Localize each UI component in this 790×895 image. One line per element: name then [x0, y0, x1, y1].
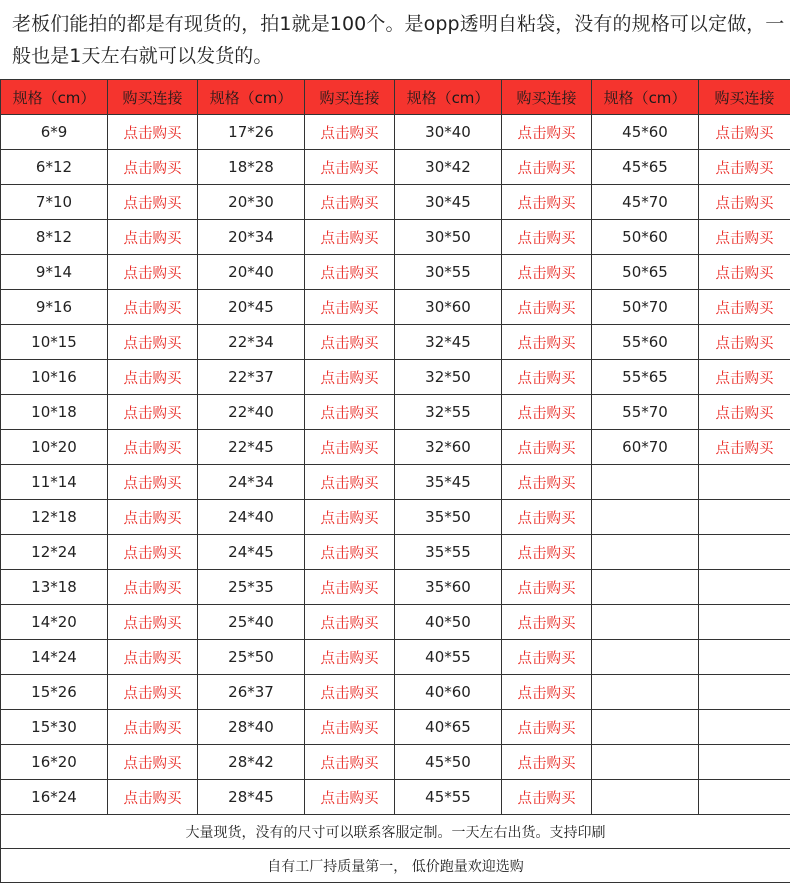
size-cell: 10*15	[1, 325, 108, 360]
buy-link[interactable]: 点击购买	[699, 185, 790, 220]
size-cell: 9*14	[1, 255, 108, 290]
buy-link[interactable]: 点击购买	[502, 605, 592, 640]
buy-link[interactable]: 点击购买	[305, 290, 395, 325]
buy-link[interactable]: 点击购买	[502, 325, 592, 360]
size-cell: 30*40	[395, 115, 502, 150]
footer-note-factory: 自有工厂持质量第一， 低价跑量欢迎选购	[1, 849, 790, 883]
buy-link[interactable]: 点击购买	[305, 255, 395, 290]
buy-link[interactable]: 点击购买	[108, 325, 198, 360]
table-row	[1, 430, 790, 465]
buy-link[interactable]: 点击购买	[502, 395, 592, 430]
table-row	[1, 780, 790, 815]
buy-link[interactable]: 点击购买	[699, 150, 790, 185]
size-cell: 12*24	[1, 535, 108, 570]
empty-cell	[699, 535, 790, 570]
empty-cell	[699, 710, 790, 745]
buy-link[interactable]: 点击购买	[502, 535, 592, 570]
buy-link[interactable]: 点击购买	[502, 675, 592, 710]
size-table	[0, 79, 790, 883]
size-cell: 25*35	[198, 570, 305, 605]
buy-link[interactable]: 点击购买	[699, 220, 790, 255]
size-cell: 30*55	[395, 255, 502, 290]
buy-link[interactable]: 点击购买	[108, 395, 198, 430]
size-cell: 50*65	[592, 255, 699, 290]
size-cell: 60*70	[592, 430, 699, 465]
buy-link[interactable]: 点击购买	[305, 115, 395, 150]
size-cell: 14*24	[1, 640, 108, 675]
buy-link[interactable]: 点击购买	[699, 290, 790, 325]
size-cell: 50*70	[592, 290, 699, 325]
size-cell: 28*42	[198, 745, 305, 780]
size-cell: 24*40	[198, 500, 305, 535]
buy-link[interactable]: 点击购买	[305, 710, 395, 745]
size-cell: 7*10	[1, 185, 108, 220]
empty-cell	[699, 640, 790, 675]
buy-link[interactable]: 点击购买	[699, 255, 790, 290]
size-cell: 35*60	[395, 570, 502, 605]
buy-link[interactable]: 点击购买	[305, 780, 395, 815]
size-cell: 24*45	[198, 535, 305, 570]
buy-link[interactable]: 点击购买	[108, 220, 198, 255]
size-cell: 20*34	[198, 220, 305, 255]
buy-link[interactable]: 点击购买	[108, 570, 198, 605]
size-cell: 32*45	[395, 325, 502, 360]
size-cell: 32*60	[395, 430, 502, 465]
empty-cell	[592, 605, 699, 640]
buy-link[interactable]: 点击购买	[305, 500, 395, 535]
buy-link[interactable]: 点击购买	[502, 710, 592, 745]
buy-link[interactable]: 点击购买	[502, 150, 592, 185]
size-cell: 40*65	[395, 710, 502, 745]
empty-cell	[699, 465, 790, 500]
table-row	[1, 605, 790, 640]
size-cell: 15*26	[1, 675, 108, 710]
table-row	[1, 535, 790, 570]
size-cell: 16*20	[1, 745, 108, 780]
buy-link[interactable]: 点击购买	[305, 465, 395, 500]
buy-link[interactable]: 点击购买	[108, 185, 198, 220]
empty-cell	[699, 500, 790, 535]
size-cell: 22*45	[198, 430, 305, 465]
size-cell: 22*34	[198, 325, 305, 360]
empty-cell	[592, 710, 699, 745]
empty-cell	[699, 780, 790, 815]
size-cell: 25*40	[198, 605, 305, 640]
size-cell: 11*14	[1, 465, 108, 500]
buy-link[interactable]: 点击购买	[305, 570, 395, 605]
size-cell: 20*40	[198, 255, 305, 290]
buy-link[interactable]: 点击购买	[108, 255, 198, 290]
empty-cell	[592, 640, 699, 675]
buy-link[interactable]: 点击购买	[305, 605, 395, 640]
size-cell: 35*45	[395, 465, 502, 500]
buy-link[interactable]: 点击购买	[305, 640, 395, 675]
buy-link[interactable]: 点击购买	[108, 150, 198, 185]
buy-link[interactable]: 点击购买	[502, 360, 592, 395]
buy-link[interactable]: 点击购买	[108, 360, 198, 395]
size-cell: 10*20	[1, 430, 108, 465]
empty-cell	[699, 675, 790, 710]
buy-link[interactable]: 点击购买	[108, 465, 198, 500]
size-cell: 40*55	[395, 640, 502, 675]
buy-link[interactable]: 点击购买	[108, 115, 198, 150]
size-cell: 30*60	[395, 290, 502, 325]
empty-cell	[592, 570, 699, 605]
buy-link[interactable]: 点击购买	[305, 220, 395, 255]
table-row	[1, 220, 790, 255]
footer-row	[1, 815, 790, 849]
buy-link[interactable]: 点击购买	[305, 535, 395, 570]
buy-link[interactable]: 点击购买	[502, 185, 592, 220]
buy-link[interactable]: 点击购买	[502, 500, 592, 535]
size-cell: 18*28	[198, 150, 305, 185]
buy-link[interactable]: 点击购买	[305, 395, 395, 430]
size-cell: 40*60	[395, 675, 502, 710]
table-row	[1, 115, 790, 150]
intro-text: 老板们能拍的都是有现货的，拍1就是100个。是opp透明自粘袋，没有的规格可以定做，一般也是1天左右就可以发货的。	[12, 13, 785, 67]
table-row	[1, 325, 790, 360]
size-cell: 25*50	[198, 640, 305, 675]
table-row	[1, 710, 790, 745]
header-size: 规格（cm）	[1, 80, 108, 115]
buy-link[interactable]: 点击购买	[699, 115, 790, 150]
empty-cell	[592, 780, 699, 815]
buy-link[interactable]: 点击购买	[699, 360, 790, 395]
buy-link[interactable]: 点击购买	[699, 395, 790, 430]
buy-link[interactable]: 点击购买	[502, 430, 592, 465]
table-row	[1, 570, 790, 605]
size-cell: 22*40	[198, 395, 305, 430]
size-cell: 14*20	[1, 605, 108, 640]
table-row	[1, 465, 790, 500]
table-row	[1, 185, 790, 220]
size-cell: 45*65	[592, 150, 699, 185]
footer-row	[1, 849, 790, 883]
empty-cell	[592, 465, 699, 500]
size-cell: 10*16	[1, 360, 108, 395]
table-row	[1, 675, 790, 710]
table-row	[1, 255, 790, 290]
buy-link[interactable]: 点击购买	[502, 640, 592, 675]
size-cell: 13*18	[1, 570, 108, 605]
table-row	[1, 745, 790, 780]
size-cell: 16*24	[1, 780, 108, 815]
size-cell: 55*60	[592, 325, 699, 360]
header-size: 规格（cm）	[395, 80, 502, 115]
header-size: 规格（cm）	[592, 80, 699, 115]
empty-cell	[592, 500, 699, 535]
table-row	[1, 360, 790, 395]
buy-link[interactable]: 点击购买	[108, 675, 198, 710]
size-cell: 6*9	[1, 115, 108, 150]
buy-link[interactable]: 点击购买	[305, 360, 395, 395]
buy-link[interactable]: 点击购买	[502, 570, 592, 605]
buy-link[interactable]: 点击购买	[108, 290, 198, 325]
buy-link[interactable]: 点击购买	[305, 745, 395, 780]
size-cell: 45*70	[592, 185, 699, 220]
buy-link[interactable]: 点击购买	[502, 255, 592, 290]
size-cell: 24*34	[198, 465, 305, 500]
size-cell: 10*18	[1, 395, 108, 430]
buy-link[interactable]: 点击购买	[108, 500, 198, 535]
size-cell: 30*42	[395, 150, 502, 185]
size-cell: 35*55	[395, 535, 502, 570]
size-cell: 55*70	[592, 395, 699, 430]
size-cell: 32*50	[395, 360, 502, 395]
buy-link[interactable]: 点击购买	[502, 745, 592, 780]
table-row	[1, 640, 790, 675]
empty-cell	[699, 570, 790, 605]
buy-link[interactable]: 点击购买	[108, 745, 198, 780]
size-cell: 9*16	[1, 290, 108, 325]
table-row	[1, 500, 790, 535]
size-cell: 22*37	[198, 360, 305, 395]
buy-link[interactable]: 点击购买	[305, 325, 395, 360]
size-cell: 6*12	[1, 150, 108, 185]
size-cell: 12*18	[1, 500, 108, 535]
size-cell: 15*30	[1, 710, 108, 745]
buy-link[interactable]: 点击购买	[108, 640, 198, 675]
size-cell: 55*65	[592, 360, 699, 395]
size-cell: 28*40	[198, 710, 305, 745]
buy-link[interactable]: 点击购买	[305, 150, 395, 185]
header-size: 规格（cm）	[198, 80, 305, 115]
empty-cell	[699, 745, 790, 780]
header-buy-link: 购买连接	[699, 80, 790, 115]
header-buy-link: 购买连接	[108, 80, 198, 115]
buy-link[interactable]: 点击购买	[502, 220, 592, 255]
buy-link[interactable]: 点击购买	[108, 430, 198, 465]
size-cell: 40*50	[395, 605, 502, 640]
empty-cell	[592, 535, 699, 570]
buy-link[interactable]: 点击购买	[502, 465, 592, 500]
header-buy-link: 购买连接	[305, 80, 395, 115]
table-row	[1, 395, 790, 430]
buy-link[interactable]: 点击购买	[305, 675, 395, 710]
size-cell: 32*55	[395, 395, 502, 430]
size-cell: 50*60	[592, 220, 699, 255]
buy-link[interactable]: 点击购买	[305, 430, 395, 465]
size-cell: 30*50	[395, 220, 502, 255]
size-cell: 35*50	[395, 500, 502, 535]
size-cell: 45*50	[395, 745, 502, 780]
buy-link[interactable]: 点击购买	[108, 710, 198, 745]
buy-link[interactable]: 点击购买	[108, 535, 198, 570]
buy-link[interactable]: 点击购买	[699, 325, 790, 360]
table-row	[1, 150, 790, 185]
size-cell: 26*37	[198, 675, 305, 710]
buy-link[interactable]: 点击购买	[502, 780, 592, 815]
buy-link[interactable]: 点击购买	[305, 185, 395, 220]
buy-link[interactable]: 点击购买	[108, 780, 198, 815]
size-cell: 17*26	[198, 115, 305, 150]
empty-cell	[592, 675, 699, 710]
buy-link[interactable]: 点击购买	[502, 115, 592, 150]
size-cell: 20*30	[198, 185, 305, 220]
buy-link[interactable]: 点击购买	[502, 290, 592, 325]
size-cell: 30*45	[395, 185, 502, 220]
size-cell: 28*45	[198, 780, 305, 815]
empty-cell	[699, 605, 790, 640]
size-cell: 45*60	[592, 115, 699, 150]
size-cell: 45*55	[395, 780, 502, 815]
size-cell: 8*12	[1, 220, 108, 255]
header-row	[1, 80, 790, 115]
size-cell: 20*45	[198, 290, 305, 325]
header-buy-link: 购买连接	[502, 80, 592, 115]
buy-link[interactable]: 点击购买	[108, 605, 198, 640]
buy-link[interactable]: 点击购买	[699, 430, 790, 465]
empty-cell	[592, 745, 699, 780]
footer-note-stock: 大量现货，没有的尺寸可以联系客服定制。一天左右出货。支持印刷	[1, 815, 790, 849]
table-row	[1, 290, 790, 325]
